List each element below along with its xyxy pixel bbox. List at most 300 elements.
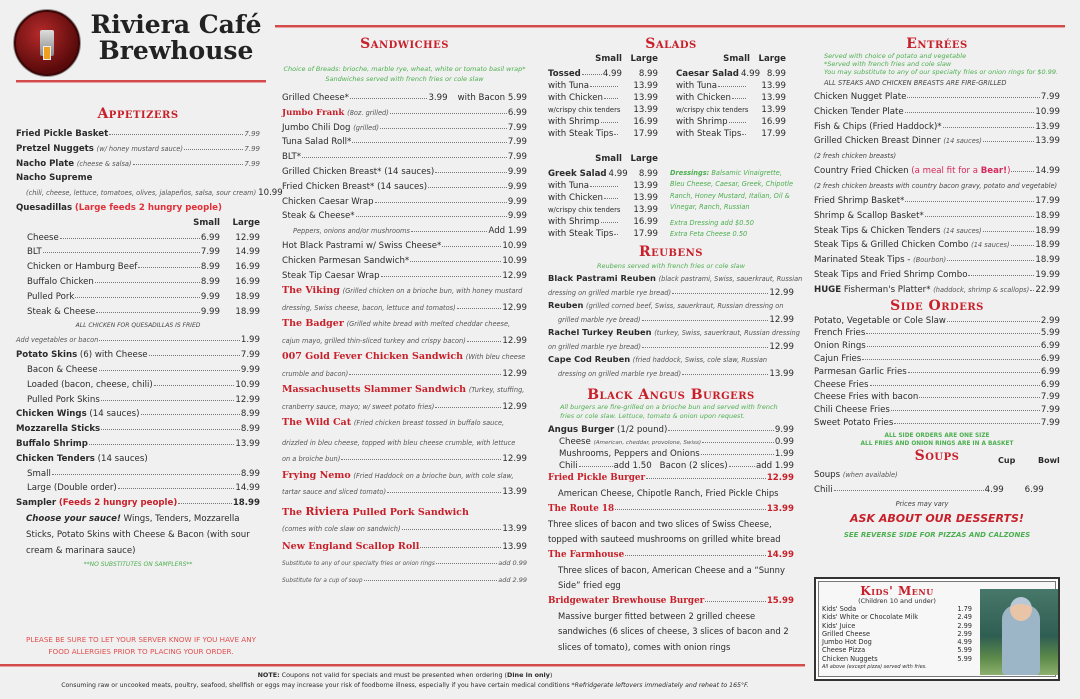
burger-desc: Three slices of bacon and two slices of Swiss Cheese, topped with sauteed mushrooms on grilled white bread [548,518,781,544]
item-name: Loaded (bacon, cheese, chili) [27,379,153,390]
item-price: 7.99 [1040,392,1060,403]
item-name: (comes with cole slaw on sandwich) [282,524,401,533]
menu-item: 007 Gold Fever Chicken Sandwich (With bleu cheese [282,351,526,363]
burger-desc: Three slices of bacon, American Cheese and a “Sunny Side” fried egg [558,564,785,590]
cup-header: Cup [998,455,1016,465]
item-price: 12.99 [502,335,527,346]
reverse-side-note: SEE REVERSE SIDE FOR PIZZAS AND CALZONES [843,531,1031,540]
item-price-large: 18.99 [235,291,260,302]
menu-item [282,451,527,468]
dressings-list: Dressings: Balsamic Vinaigrette, Bleu Cheese, Caesar, Greek, Chipotle Ranch, Honey Mustard, Italian, Oil & Vinegar, Ranch, Russian Extra Dressing add $0.50 Extra Feta Cheese 0.50 [670,169,793,239]
menu-item [282,300,527,317]
appetizers-section [16,106,283,571]
item-price: 6.99 [507,107,527,118]
salad-block [548,52,658,139]
bread-note: Choice of Breads: brioche, marble rye, wheat, white or tomato basil wrap* [283,65,526,73]
appetizers-title: Appetizers [97,106,179,122]
item-price: 7.99 [244,144,260,153]
item-price: 15.99 [766,595,794,606]
menu-item [282,135,527,150]
menu-item [16,481,260,496]
menu-item [16,333,260,348]
item-price: 6.99 [200,232,220,243]
item-name: Chicken or Hamburg Beef [27,262,138,273]
item-price: 12.99 [769,342,794,352]
item-price: 9.99 [507,211,527,222]
menu-item [814,238,1060,253]
menu-item: w/crispy chix tenders 13.99 [548,104,658,115]
item-name: on grilled marble rye bread) [548,343,641,351]
entrees-note1: Served with choice of potato and vegetable [824,52,967,60]
item-price: 8.99 [200,262,220,273]
menu-item [16,186,283,201]
burgers-section [548,387,794,655]
desserts-callout: ASK ABOUT OUR DESSERTS! [850,512,1024,526]
item-name: Steak Tips & Grilled Chicken Combo (14 sauces) [814,240,1010,251]
menu-item [16,407,260,422]
item-price: 17.99 [1035,195,1060,206]
item-price: 7.99 [507,137,527,148]
menu-item [282,484,527,501]
menu-item: The Wild Cat (Fried chicken breast tossed in buffalo sauce, [282,417,505,429]
item-name: Jumbo Chili Dog (grilled) [282,122,379,133]
menu-item [16,157,260,172]
item-price: 12.99 [766,473,794,483]
menu-item [548,548,794,563]
kids-note: All above (except pizza) served with fries. [822,664,927,671]
item-name: Chicken Wings (14 sauces) [16,409,140,420]
menu-item: with Shrimp 16.99 [548,215,658,227]
item-name: Potato, Vegetable or Cole Slaw [814,315,946,326]
menu-item [16,393,260,408]
item-price: 1.99 [240,335,260,346]
item-price: add 2.99 [498,575,527,584]
menu-item [814,134,1060,149]
kid-baseball-photo [980,589,1058,675]
item-price: 2.99 [1040,315,1060,326]
menu-item [16,231,260,246]
sides-note2: ALL FRIES AND ONION RINGS ARE IN A BASKET [860,440,1014,447]
menu-item [814,283,1060,298]
item-price-large: 14.99 [235,247,260,258]
item-name: Country Fried Chicken (a meal fit for a Bear!) [814,166,1011,177]
bowl-header: Bowl [1038,455,1060,465]
item-price: 12.99 [502,454,527,465]
item-name: Chili Cheese Fries [814,405,890,416]
kids-item: Jumbo Hot Dog 4.99 [822,638,972,647]
menu-item: with Chicken 13.99 [548,91,658,103]
item-price: 9.99 [240,364,260,375]
divider [275,25,1065,28]
item-name: crumble and bacon) [282,369,349,378]
item-name: dressing, Swiss cheese, bacon, lettuce and tomatos) [282,303,456,312]
menu-item: Greek Salad 4.99 8.99 [548,168,658,179]
brand-line2: Brewhouse [98,36,254,65]
kids-item: Grilled Cheese 2.99 [822,629,972,638]
item-price: 10.99 [1035,106,1060,117]
divider [0,664,805,667]
menu-item [282,538,527,555]
item-name: Parmesan Garlic Fries [814,366,907,377]
menu-item [814,253,1060,268]
item-name: on a broiche bun) [282,455,341,464]
menu-item [548,502,794,517]
menu-item [282,521,527,538]
menu-item: with Shrimp 16.99 [548,115,658,127]
item-name: Sweet Potato Fries [814,417,894,428]
item-price: 12.99 [769,288,794,298]
kids-title: Kids' Menu [860,584,934,598]
menu-item: Black Pastrami Reuben (black pastrami, Swiss, sauerkraut, Russian [548,273,803,283]
entrees-note4: ALL STEAKS AND CHICKEN BREASTS ARE FIRE-GRILLED [824,79,1007,87]
item-name: Add vegetables or bacon [16,336,99,345]
menu-item [16,467,260,482]
item-price: 18.99 [1035,240,1060,251]
menu-item: The Riviera Pulled Pork Sandwich [282,504,469,518]
entree-subnote: (2 fresh chicken breasts with country bacon gravy, potato and vegetable) [814,181,1058,190]
menu-item [548,594,794,609]
sampler-note: **NO SUBSTITUTES ON SAMPLERS** [83,560,193,568]
menu-item [282,180,527,195]
item-price: 13.99 [1035,121,1060,132]
menu-item [282,399,527,416]
item-price: 7.99 [244,130,260,138]
item-name: Pretzel Nuggets (w/ honey mustard sauce) [16,143,183,154]
item-price: 9.99 [507,166,527,177]
item-price: 7.99 [1040,417,1060,428]
menu-item: Cape Cod Reuben (fried haddock, Swiss, cole slaw, Russian [548,354,768,364]
menu-item [16,305,260,320]
item-price: 12.99 [502,401,527,412]
item-price: 9.99 [774,425,794,435]
sides-note1: ALL SIDE ORDERS ARE ONE SIZE [884,432,990,439]
item-price: 6.99 [1040,366,1060,377]
sandwiches-title: Sandwiches [360,36,449,52]
entrees-note3: You may substitute to any of our specialty fries or onion rings for $0.99. [824,68,1059,76]
menu-item: with Tuna 13.99 [548,179,658,191]
item-name: grilled marble rye bread) [558,316,641,324]
column-headers: Small Large [595,154,658,164]
menu-item: w/crispy chix tenders 13.99 [548,204,658,215]
menu-item [814,268,1060,283]
kids-subtitle: (Children 10 and under) [858,597,936,605]
menu-item [282,121,527,136]
item-price: 12.99 [769,315,794,325]
item-name: Jumbo Frank (8oz. grilled) [282,107,389,118]
allergy-warning: PLEASE BE SURE TO LET YOUR SERVER KNOW IF YOU HAVE ANY FOOD ALLERGIES PRIOR TO PLACING YOUR ORDER. [26,635,256,656]
item-name: Cheese [27,232,59,243]
item-name: Angus Burger (1/2 pound) [548,425,668,435]
salad-block [548,152,658,239]
soups-title: Soups [914,447,960,464]
kid-head [1010,597,1032,621]
menu-item [548,340,794,353]
menu-item: Chili 4.99 6.99 [814,483,1060,498]
item-price: 10.99 [258,188,283,199]
brewhouse-logo [14,10,80,76]
menu-item [548,286,794,299]
menu-item [814,105,1060,120]
item-name: Chicken Nugget Plate [814,92,907,102]
item-name: Pulled Pork Skins [27,394,100,405]
menu-item [16,142,260,157]
item-price: 8.99 [240,409,260,420]
item-name: Cheese Fries with bacon [814,392,919,403]
column-headers: Small Large [193,217,260,228]
salad-block [676,52,786,139]
item-price: 18.99 [1035,210,1060,221]
menu-item [282,572,527,589]
menu-item [16,496,260,511]
item-name: Grilled Chicken Breast* (14 sauces) [282,166,435,177]
item-price: 7.99 [1040,92,1060,102]
item-name: Mushrooms, Peppers and Onions [559,449,700,459]
menu-item [282,333,527,350]
item-price: 13.99 [766,503,794,514]
item-name: Fried Pickle Burger [548,473,646,483]
item-price: 6.99 [1040,379,1060,390]
item-price: Add 1.99 [488,226,527,237]
item-price: 13.99 [502,541,527,552]
item-name: Buffalo Chicken [27,276,94,287]
item-price: 6.99 [1040,353,1060,364]
divider [16,80,266,83]
item-price: 14.99 [766,549,794,560]
menu-item: Rachel Turkey Reuben (turkey, Swiss, sauerkraut, Russian dressing [548,327,800,337]
item-price-large: 16.99 [235,262,260,273]
item-name: Grilled Chicken Breast Dinner (14 sauces) [814,136,982,147]
item-name: Chicken Parmesan Sandwich* [282,255,410,266]
item-name: Fried Pickle Basket [16,129,109,139]
item-price: 19.99 [1035,269,1060,280]
item-price-large: 16.99 [235,276,260,287]
item-name: The Route 18 [548,503,615,514]
item-price: 22.99 [1035,284,1060,295]
item-name: Fried Shrimp Basket* [814,195,905,206]
menu-item [282,366,527,383]
coupon-note: NOTE: Coupons not valid for specials and must be presented when ordering (Dine in only) [257,671,553,679]
item-name: cajun mayo, grilled thin-sliced turkey and crispy bacon) [282,336,466,345]
menu-item: Soups (when available) [814,469,898,480]
item-name: Steak Tips & Chicken Tenders (14 sauces) [814,225,982,236]
item-price: 13.99 [235,438,260,449]
item-price: 14.99 [1035,166,1060,177]
item-price-large: 12.99 [235,232,260,243]
menu-item: Chili add 1.50 Bacon (2 slices) add 1.99 [548,459,794,471]
item-price: 9.99 [507,196,527,207]
column-headers: Small Large [595,54,658,64]
item-price: 9.99 [507,181,527,192]
sides-note: Sandwiches served with french fries or cole slaw [325,75,484,83]
item-name: Cheese (American, cheddar, provolone, Swiss) [559,437,702,447]
menu-item [548,313,794,326]
item-name: Nacho Plate (cheese & salsa) [16,158,132,169]
item-price: 18.99 [1035,255,1060,266]
menu-item: with Steak Tips 17.99 [548,227,658,239]
item-price: 7.99 [507,122,527,133]
salads-section [548,36,794,252]
prices-note: Prices may vary [895,500,949,509]
menu-item: Frying Nemo (Fried Haddock on a brioche bun, with cole slaw, [282,469,514,481]
sampler-desc: Choose your sauce! Wings, Tenders, Mozzarella Sticks, Potato Skins with Cheese & Bacon (with sour cream & marinara sauce) [26,513,250,556]
item-price: 18.99 [1035,225,1060,236]
entrees-note2: *Served with french fries and cole slaw [824,60,952,68]
menu-item: The Badger (Grilled white bread with melted cheddar cheese, [282,318,511,330]
menu-text: Nacho Supreme [16,173,93,184]
entree-subnote: (2 fresh chicken breasts) [814,152,897,161]
item-price: 12.99 [235,394,260,405]
item-price: 1.99 [774,449,794,459]
beer-glass-icon [43,46,51,60]
item-name: Onion Rings [814,341,866,352]
menu-item-desc: drizzled in bleu cheese, topped with bleu cheese crumble, with lettuce [282,438,516,447]
item-name: Steak Tips and Fried Shrimp Combo [814,269,968,280]
item-price: 0.99 [774,437,794,447]
item-name: Tuna Salad Roll* [282,137,352,148]
item-name: Pulled Pork [27,291,75,302]
menu-item [548,367,794,380]
item-price: 14.99 [235,483,260,494]
item-name: Fish & Chips (Fried Haddock)* [814,121,942,132]
column-headers: Small Large [723,54,786,64]
menu-item [16,245,260,260]
menu-item [282,224,527,239]
item-name: BLT* [282,152,302,163]
item-price: 12.99 [502,270,527,281]
brand-line1: Riviera Café [90,10,262,39]
menu-text: Chicken Tenders (14 sauces) [16,453,148,464]
item-price: 9.99 [200,291,220,302]
menu-item [16,127,260,142]
reubens-section [548,244,803,380]
menu-item: w/crispy chix tenders 13.99 [676,104,786,115]
menu-item [16,290,260,305]
salads-title: Salads [645,36,697,52]
menu-item [16,437,260,452]
menu-item [814,194,1060,209]
entrees-section [814,36,1060,543]
item-price: 7.99 [244,159,260,168]
food-safety-warning: Consuming raw or uncooked meats, poultry, seafood, shellfish or eggs may increase your risk of foodborne illness, especially if you have certain medical conditions *Refridgerate leftovers immediately and reheat to 165°F. [61,682,749,689]
item-price: 8.99 [240,424,260,435]
item-price: 7.99 [240,350,260,361]
item-name: Fried Chicken Breast* (14 sauces) [282,181,428,192]
menu-item: with Shrimp 16.99 [676,115,786,127]
item-name: Chicken Caesar Wrap [282,196,374,207]
kids-item: Kids' Soda 1.79 [822,605,972,613]
item-price: 13.99 [502,523,527,534]
item-price: 13.99 [769,369,794,379]
item-name: Potato Skins (6) with Cheese [16,350,148,361]
item-name: dressing on grilled marble rye bread) [548,289,672,297]
item-name: Substitute to any of our specialty fries or onion rings [282,560,435,567]
item-price: 9.99 [200,306,220,317]
item-name: Cajun Fries [814,353,862,364]
menu-item [814,416,1060,429]
menu-item [282,239,527,254]
menu-item [282,269,527,284]
menu-item [814,90,1060,105]
menu-item: with Steak Tips 17.99 [676,127,786,139]
kids-item: Chicken Nuggets 5.99 [822,654,972,663]
reubens-title: Reubens [639,244,703,260]
menu-item [16,348,260,363]
item-name: Peppers, onions and/or mushrooms [293,227,410,236]
item-price: 18.99 [232,498,260,509]
item-price: 7.99 [507,152,527,163]
menu-text: Quesadillas (Large feeds 2 hungry people) [16,202,222,213]
kids-menu-box [814,577,1060,681]
menu-item [282,555,527,572]
item-price: 7.99 [200,247,220,258]
menu-item [16,422,260,437]
menu-item [282,254,527,269]
item-name: Buffalo Shrimp [16,438,88,449]
sides-title: Side Orders [890,297,984,314]
menu-item [814,224,1060,239]
item-name: tartar sauce and sliced tomato) [282,488,387,497]
item-name: Small [27,468,51,479]
menu-item: The Viking (Grilled chicken on a brioche bun, with honey mustard [282,285,523,297]
sandwiches-section [282,36,527,589]
menu-item [282,106,527,121]
menu-item [282,150,527,165]
item-name: Hot Black Pastrami w/ Swiss Cheese* [282,240,442,251]
item-price: 6.99 [1040,341,1060,352]
item-price: add 0.99 [498,558,527,567]
item-price: 10.99 [502,240,527,251]
item-name: dressing on grilled marble rye bread) [558,370,682,378]
menu-item [282,195,527,210]
item-price: 12.99 [502,368,527,379]
item-name: Sampler (Feeds 2 hungry people) [16,498,178,509]
burger-desc: Massive burger fitted between 2 grilled cheese sandwiches (6 slices of cheese, 3 slices of bacon and 2 slices of tomato), comes with onion rings [558,610,789,652]
menu-item: with Tuna 13.99 [676,79,786,91]
item-name: Substitute for a cup of soup [282,577,363,584]
reubens-note: Reubens served with french fries or cole slaw [597,262,745,270]
menu-item [814,209,1060,224]
menu-item [282,165,527,180]
menu-item [16,275,260,290]
item-name: Mozzarella Sticks [16,424,101,435]
item-price: 5.99 [1040,328,1060,339]
item-price: 8.99 [200,276,220,287]
item-price: 13.99 [502,487,527,498]
burgers-title: Black Angus Burgers [587,387,755,403]
item-name: (chili, cheese, lettuce, tomatoes, olives, jalapeños, salsa, sour cream) [26,189,257,198]
menu-item: Reuben (grilled corned beef, Swiss, sauerkraut, Russian dressing on [548,300,784,310]
item-price: 10.99 [502,255,527,266]
menu-item [16,260,260,275]
menu-item: Massachusetts Slammer Sandwich (Turkey, stuffing, [282,384,525,396]
item-price: 7.99 [1040,405,1060,416]
item-price: 10.99 [235,379,260,390]
menu-item: with Chicken 13.99 [548,191,658,203]
menu-item: Grilled Cheese* 3.99 with Bacon 5.99 [282,91,527,106]
burger-desc: American Cheese, Chipotle Ranch, Fried Pickle Chips [558,488,779,498]
item-name: Chicken Tender Plate [814,106,904,117]
item-price-large: 18.99 [235,306,260,317]
item-name: Bridgewater Brewhouse Burger [548,595,705,606]
entrees-title: Entrées [906,36,968,52]
item-price: 13.99 [1035,136,1060,147]
item-name: New England Scallop Roll [282,540,420,552]
item-name: Steak & Cheese [27,306,96,317]
item-name: Cheese Fries [814,379,869,390]
item-name: The Farmhouse [548,549,625,560]
menu-item: with Chicken 13.99 [676,91,786,103]
kids-item: Kids' Juice 2.99 [822,621,972,630]
